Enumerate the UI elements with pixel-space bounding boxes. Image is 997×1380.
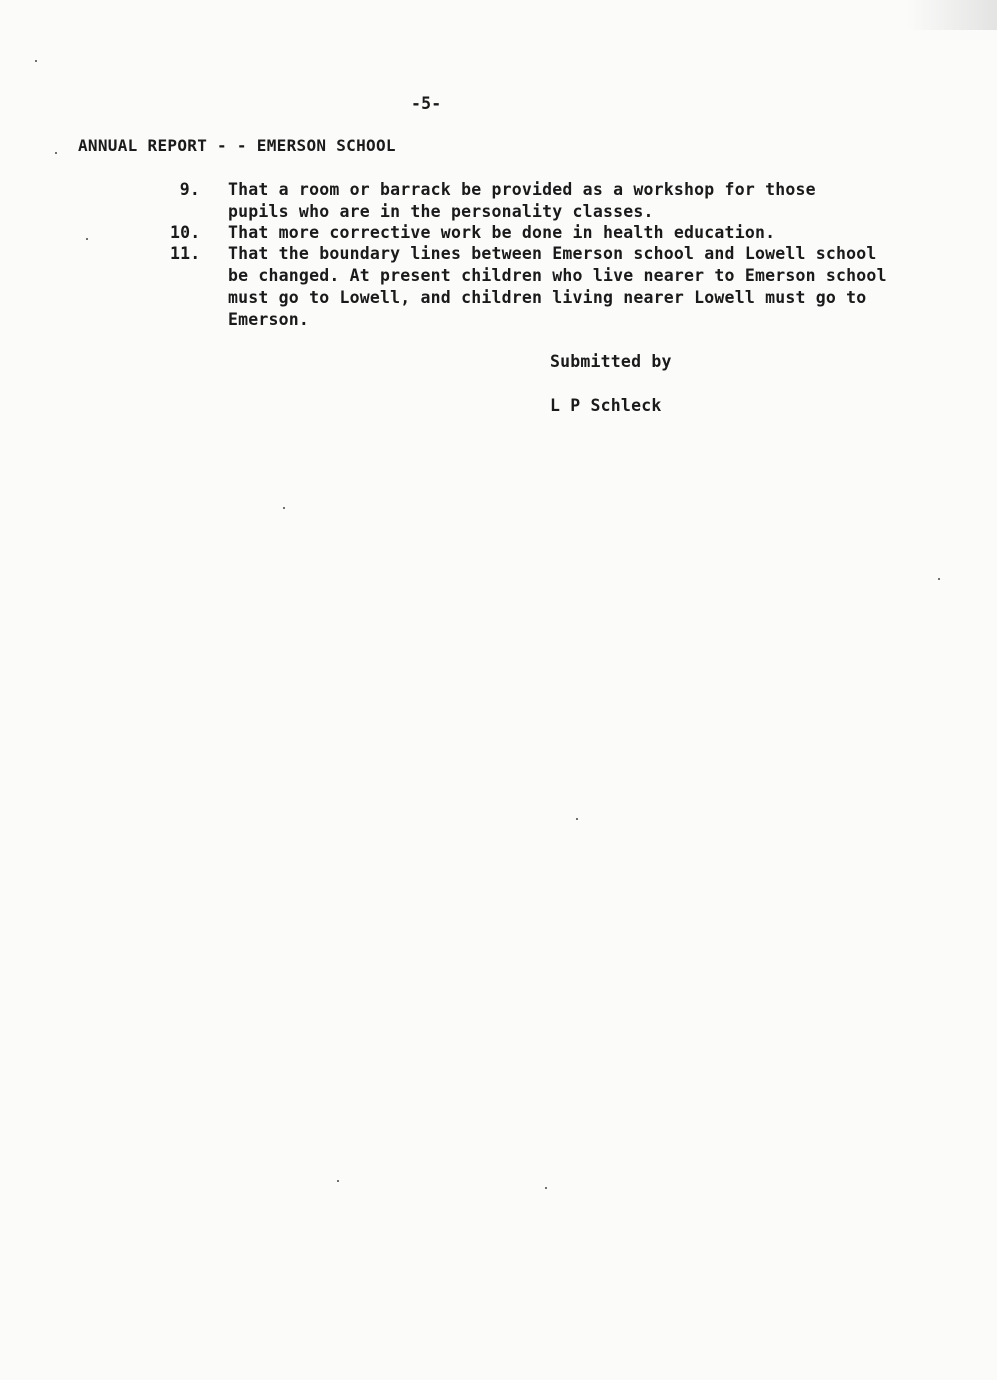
item-line: Emerson. — [228, 310, 310, 329]
report-header: ANNUAL REPORT - - EMERSON SCHOOL — [78, 136, 396, 155]
item-number: 11. — [170, 244, 201, 263]
item-line: That a room or barrack be provided as a workshop for those — [228, 180, 816, 199]
item-line: be changed. At present children who live nearer to Emerson school — [228, 266, 887, 285]
submitted-by-label: Submitted by — [550, 352, 672, 371]
item-line: pupils who are in the personality classes. — [228, 202, 654, 221]
scan-speck — [86, 238, 88, 240]
item-number: 10. — [170, 223, 201, 242]
item-line: That the boundary lines between Emerson school and Lowell school — [228, 244, 877, 263]
author-name: L P Schleck — [550, 396, 662, 415]
scan-edge-shadow — [907, 0, 997, 30]
scan-speck — [35, 60, 37, 62]
scan-speck — [576, 818, 578, 820]
scan-speck — [337, 1180, 339, 1182]
scan-speck — [55, 152, 57, 154]
scan-speck — [938, 578, 940, 580]
scan-speck — [545, 1187, 547, 1189]
item-number: 9. — [179, 180, 200, 199]
item-line: That more corrective work be done in health education. — [228, 223, 776, 242]
scan-speck — [283, 507, 285, 509]
page-number: -5- — [411, 94, 442, 113]
item-line: must go to Lowell, and children living nearer Lowell must go to — [228, 288, 867, 307]
